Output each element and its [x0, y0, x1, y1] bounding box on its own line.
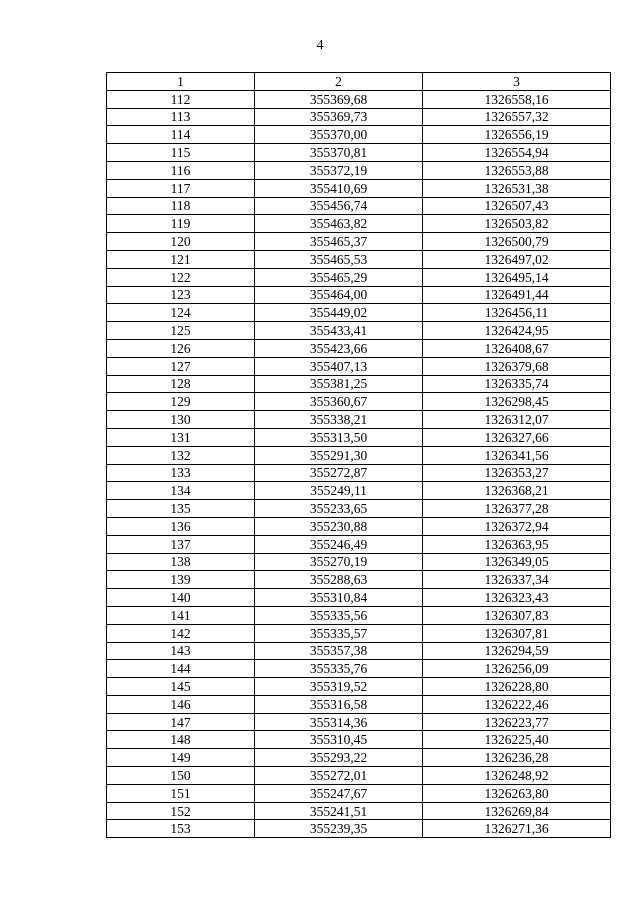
point-number-cell: 139 [107, 571, 255, 589]
point-number-cell: 136 [107, 517, 255, 535]
x-coordinate-cell: 355270,19 [255, 553, 423, 571]
point-number-cell: 126 [107, 339, 255, 357]
point-number-cell: 125 [107, 322, 255, 340]
point-number-cell: 147 [107, 713, 255, 731]
table-row [107, 144, 611, 162]
point-number-cell: 152 [107, 802, 255, 820]
table-row [107, 678, 611, 696]
table-row [107, 517, 611, 535]
table-row [107, 322, 611, 340]
point-number-cell: 121 [107, 250, 255, 268]
x-coordinate-cell: 355272,01 [255, 767, 423, 785]
point-number-cell: 128 [107, 375, 255, 393]
y-coordinate-cell: 1326223,77 [423, 713, 611, 731]
x-coordinate-cell: 355360,67 [255, 393, 423, 411]
x-coordinate-cell: 355372,19 [255, 161, 423, 179]
point-number-cell: 120 [107, 233, 255, 251]
point-number-cell: 140 [107, 589, 255, 607]
x-coordinate-cell: 355381,25 [255, 375, 423, 393]
header-cell-2: 2 [255, 73, 423, 91]
y-coordinate-cell: 1326323,43 [423, 589, 611, 607]
table-row [107, 250, 611, 268]
x-coordinate-cell: 355464,00 [255, 286, 423, 304]
coordinates-table [106, 72, 611, 838]
point-number-cell: 144 [107, 660, 255, 678]
y-coordinate-cell: 1326554,94 [423, 144, 611, 162]
y-coordinate-cell: 1326341,56 [423, 446, 611, 464]
y-coordinate-cell: 1326531,38 [423, 179, 611, 197]
y-coordinate-cell: 1326327,66 [423, 428, 611, 446]
x-coordinate-cell: 355335,57 [255, 624, 423, 642]
table-row [107, 731, 611, 749]
y-coordinate-cell: 1326263,80 [423, 784, 611, 802]
y-coordinate-cell: 1326558,16 [423, 90, 611, 108]
point-number-cell: 122 [107, 268, 255, 286]
y-coordinate-cell: 1326424,95 [423, 322, 611, 340]
point-number-cell: 135 [107, 500, 255, 518]
x-coordinate-cell: 355338,21 [255, 411, 423, 429]
point-number-cell: 150 [107, 767, 255, 785]
y-coordinate-cell: 1326307,83 [423, 606, 611, 624]
y-coordinate-cell: 1326500,79 [423, 233, 611, 251]
x-coordinate-cell: 355369,68 [255, 90, 423, 108]
x-coordinate-cell: 355410,69 [255, 179, 423, 197]
table-row [107, 482, 611, 500]
x-coordinate-cell: 355463,82 [255, 215, 423, 233]
table-row [107, 179, 611, 197]
point-number-cell: 141 [107, 606, 255, 624]
y-coordinate-cell: 1326491,44 [423, 286, 611, 304]
point-number-cell: 130 [107, 411, 255, 429]
table-row [107, 464, 611, 482]
y-coordinate-cell: 1326372,94 [423, 517, 611, 535]
table-row [107, 339, 611, 357]
y-coordinate-cell: 1326248,92 [423, 767, 611, 785]
table-row [107, 268, 611, 286]
point-number-cell: 142 [107, 624, 255, 642]
table-row [107, 304, 611, 322]
table-row [107, 126, 611, 144]
table-row [107, 624, 611, 642]
point-number-cell: 145 [107, 678, 255, 696]
table-row [107, 90, 611, 108]
y-coordinate-cell: 1326307,81 [423, 624, 611, 642]
x-coordinate-cell: 355407,13 [255, 357, 423, 375]
x-coordinate-cell: 355293,22 [255, 749, 423, 767]
y-coordinate-cell: 1326556,19 [423, 126, 611, 144]
y-coordinate-cell: 1326408,67 [423, 339, 611, 357]
x-coordinate-cell: 355230,88 [255, 517, 423, 535]
table-row [107, 553, 611, 571]
y-coordinate-cell: 1326294,59 [423, 642, 611, 660]
point-number-cell: 146 [107, 695, 255, 713]
y-coordinate-cell: 1326236,28 [423, 749, 611, 767]
table-row [107, 286, 611, 304]
point-number-cell: 134 [107, 482, 255, 500]
point-number-cell: 137 [107, 535, 255, 553]
x-coordinate-cell: 355272,87 [255, 464, 423, 482]
point-number-cell: 118 [107, 197, 255, 215]
y-coordinate-cell: 1326349,05 [423, 553, 611, 571]
x-coordinate-cell: 355310,84 [255, 589, 423, 607]
table-header [107, 73, 611, 91]
table-row [107, 411, 611, 429]
table-row [107, 589, 611, 607]
table-row [107, 357, 611, 375]
x-coordinate-cell: 355233,65 [255, 500, 423, 518]
x-coordinate-cell: 355246,49 [255, 535, 423, 553]
y-coordinate-cell: 1326335,74 [423, 375, 611, 393]
table-row [107, 713, 611, 731]
x-coordinate-cell: 355239,35 [255, 820, 423, 838]
table-row [107, 161, 611, 179]
table-row [107, 108, 611, 126]
y-coordinate-cell: 1326225,40 [423, 731, 611, 749]
x-coordinate-cell: 355288,63 [255, 571, 423, 589]
y-coordinate-cell: 1326503,82 [423, 215, 611, 233]
y-coordinate-cell: 1326456,11 [423, 304, 611, 322]
table-row [107, 695, 611, 713]
point-number-cell: 124 [107, 304, 255, 322]
x-coordinate-cell: 355291,30 [255, 446, 423, 464]
table-row [107, 446, 611, 464]
point-number-cell: 119 [107, 215, 255, 233]
x-coordinate-cell: 355423,66 [255, 339, 423, 357]
y-coordinate-cell: 1326379,68 [423, 357, 611, 375]
x-coordinate-cell: 355310,45 [255, 731, 423, 749]
table-row [107, 571, 611, 589]
y-coordinate-cell: 1326557,32 [423, 108, 611, 126]
y-coordinate-cell: 1326228,80 [423, 678, 611, 696]
point-number-cell: 115 [107, 144, 255, 162]
x-coordinate-cell: 355370,00 [255, 126, 423, 144]
y-coordinate-cell: 1326298,45 [423, 393, 611, 411]
table-body [107, 90, 611, 837]
table-row [107, 606, 611, 624]
point-number-cell: 129 [107, 393, 255, 411]
y-coordinate-cell: 1326337,34 [423, 571, 611, 589]
x-coordinate-cell: 355249,11 [255, 482, 423, 500]
header-cell-3: 3 [423, 73, 611, 91]
table-row [107, 660, 611, 678]
table-row [107, 500, 611, 518]
x-coordinate-cell: 355465,29 [255, 268, 423, 286]
x-coordinate-cell: 355465,37 [255, 233, 423, 251]
point-number-cell: 149 [107, 749, 255, 767]
point-number-cell: 127 [107, 357, 255, 375]
table-row [107, 749, 611, 767]
x-coordinate-cell: 355357,38 [255, 642, 423, 660]
y-coordinate-cell: 1326271,36 [423, 820, 611, 838]
x-coordinate-cell: 355456,74 [255, 197, 423, 215]
x-coordinate-cell: 355335,76 [255, 660, 423, 678]
table-row [107, 393, 611, 411]
point-number-cell: 116 [107, 161, 255, 179]
point-number-cell: 123 [107, 286, 255, 304]
x-coordinate-cell: 355241,51 [255, 802, 423, 820]
header-cell-1: 1 [107, 73, 255, 91]
x-coordinate-cell: 355247,67 [255, 784, 423, 802]
point-number-cell: 117 [107, 179, 255, 197]
table-row [107, 197, 611, 215]
x-coordinate-cell: 355319,52 [255, 678, 423, 696]
y-coordinate-cell: 1326377,28 [423, 500, 611, 518]
y-coordinate-cell: 1326256,09 [423, 660, 611, 678]
point-number-cell: 153 [107, 820, 255, 838]
point-number-cell: 131 [107, 428, 255, 446]
page-number: 4 [316, 38, 324, 53]
x-coordinate-cell: 355313,50 [255, 428, 423, 446]
y-coordinate-cell: 1326269,84 [423, 802, 611, 820]
x-coordinate-cell: 355465,53 [255, 250, 423, 268]
y-coordinate-cell: 1326353,27 [423, 464, 611, 482]
x-coordinate-cell: 355433,41 [255, 322, 423, 340]
point-number-cell: 148 [107, 731, 255, 749]
y-coordinate-cell: 1326507,43 [423, 197, 611, 215]
x-coordinate-cell: 355316,58 [255, 695, 423, 713]
x-coordinate-cell: 355369,73 [255, 108, 423, 126]
x-coordinate-cell: 355314,36 [255, 713, 423, 731]
point-number-cell: 138 [107, 553, 255, 571]
y-coordinate-cell: 1326497,02 [423, 250, 611, 268]
header-row [107, 73, 611, 91]
point-number-cell: 114 [107, 126, 255, 144]
table-row [107, 375, 611, 393]
x-coordinate-cell: 355370,81 [255, 144, 423, 162]
point-number-cell: 133 [107, 464, 255, 482]
y-coordinate-cell: 1326363,95 [423, 535, 611, 553]
y-coordinate-cell: 1326495,14 [423, 268, 611, 286]
y-coordinate-cell: 1326312,07 [423, 411, 611, 429]
table-row [107, 802, 611, 820]
point-number-cell: 132 [107, 446, 255, 464]
x-coordinate-cell: 355335,56 [255, 606, 423, 624]
y-coordinate-cell: 1326368,21 [423, 482, 611, 500]
y-coordinate-cell: 1326553,88 [423, 161, 611, 179]
table-row [107, 820, 611, 838]
y-coordinate-cell: 1326222,46 [423, 695, 611, 713]
table-row [107, 535, 611, 553]
table-row [107, 233, 611, 251]
table-row [107, 642, 611, 660]
point-number-cell: 113 [107, 108, 255, 126]
point-number-cell: 112 [107, 90, 255, 108]
table-row [107, 215, 611, 233]
point-number-cell: 143 [107, 642, 255, 660]
table-row [107, 784, 611, 802]
point-number-cell: 151 [107, 784, 255, 802]
table-row [107, 428, 611, 446]
table-row [107, 767, 611, 785]
x-coordinate-cell: 355449,02 [255, 304, 423, 322]
